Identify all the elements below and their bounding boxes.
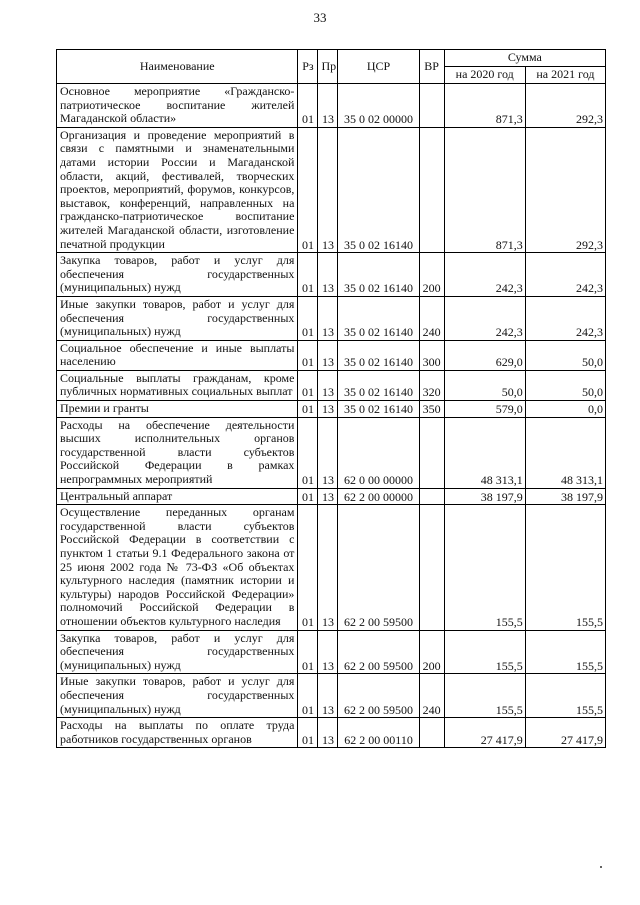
- header-sum: Сумма: [444, 50, 605, 67]
- cell-vr: [419, 84, 444, 128]
- cell-vr: [419, 127, 444, 252]
- cell-name: Закупка товаров, работ и услуг для обеспечения государственных (муниципальных) нужд: [57, 630, 298, 674]
- table-row: [57, 401, 606, 418]
- table-row: [57, 370, 606, 400]
- cell-name: Центральный аппарат: [57, 488, 298, 505]
- cell-sum-2021: 155,5: [525, 674, 605, 718]
- cell-pr: 13: [318, 630, 338, 674]
- cell-sum-2020: 48 313,1: [444, 417, 525, 488]
- cell-rz: 01: [298, 127, 318, 252]
- header-year-2020: на 2020 год: [444, 67, 525, 84]
- cell-rz: 01: [298, 370, 318, 400]
- cell-sum-2020: 155,5: [444, 630, 525, 674]
- cell-pr: 13: [318, 417, 338, 488]
- cell-pr: 13: [318, 488, 338, 505]
- cell-name: Иные закупки товаров, работ и услуг для обеспечения государственных (муниципальных) нужд: [57, 674, 298, 718]
- cell-csr: 35 0 02 16140: [338, 253, 419, 297]
- cell-sum-2020: 629,0: [444, 340, 525, 370]
- cell-sum-2020: 871,3: [444, 84, 525, 128]
- cell-sum-2021: 155,5: [525, 630, 605, 674]
- table-row: [57, 253, 606, 297]
- cell-sum-2021: 38 197,9: [525, 488, 605, 505]
- table-row: [57, 718, 606, 748]
- budget-table: [56, 49, 606, 748]
- table-row: [57, 505, 606, 630]
- cell-sum-2020: 242,3: [444, 296, 525, 340]
- cell-pr: 13: [318, 340, 338, 370]
- cell-vr: [419, 417, 444, 488]
- cell-sum-2020: 155,5: [444, 674, 525, 718]
- header-rz: Рз: [298, 50, 318, 84]
- cell-pr: 13: [318, 253, 338, 297]
- cell-sum-2021: 242,3: [525, 253, 605, 297]
- cell-name: Расходы на выплаты по оплате труда работников государственных органов: [57, 718, 298, 748]
- cell-sum-2021: 50,0: [525, 340, 605, 370]
- cell-vr: [419, 488, 444, 505]
- cell-rz: 01: [298, 253, 318, 297]
- cell-sum-2020: 50,0: [444, 370, 525, 400]
- cell-pr: 13: [318, 370, 338, 400]
- cell-sum-2020: 38 197,9: [444, 488, 525, 505]
- cell-sum-2020: 27 417,9: [444, 718, 525, 748]
- cell-rz: 01: [298, 630, 318, 674]
- cell-vr: [419, 718, 444, 748]
- table-row: [57, 674, 606, 718]
- table-row: [57, 84, 606, 128]
- table-row: [57, 127, 606, 252]
- cell-name: Основное мероприятие «Гражданско-патриотическое воспитание жителей Магаданской области»: [57, 84, 298, 128]
- cell-csr: 62 2 00 59500: [338, 505, 419, 630]
- cell-csr: 35 0 02 16140: [338, 296, 419, 340]
- cell-name: Социальные выплаты гражданам, кроме публичных нормативных социальных выплат: [57, 370, 298, 400]
- cell-pr: 13: [318, 401, 338, 418]
- cell-rz: 01: [298, 718, 318, 748]
- table-row: [57, 417, 606, 488]
- cell-vr: 200: [419, 253, 444, 297]
- cell-name: Расходы на обеспечение деятельности высших исполнительных органов государственной власти субъектов Российской Федерации в рамках непрограммных мероприятий: [57, 417, 298, 488]
- cell-pr: 13: [318, 505, 338, 630]
- cell-rz: 01: [298, 401, 318, 418]
- cell-sum-2021: 242,3: [525, 296, 605, 340]
- scan-speck: [600, 866, 602, 868]
- cell-pr: 13: [318, 84, 338, 128]
- cell-sum-2021: 50,0: [525, 370, 605, 400]
- cell-pr: 13: [318, 127, 338, 252]
- cell-vr: 200: [419, 630, 444, 674]
- table-row: [57, 630, 606, 674]
- cell-sum-2021: 27 417,9: [525, 718, 605, 748]
- header-name: Наименование: [57, 50, 298, 84]
- page-number: 33: [313, 10, 327, 25]
- cell-csr: 35 0 02 00000: [338, 84, 419, 128]
- header-csr: ЦСР: [338, 50, 419, 84]
- cell-sum-2020: 155,5: [444, 505, 525, 630]
- cell-csr: 35 0 02 16140: [338, 370, 419, 400]
- cell-csr: 35 0 02 16140: [338, 127, 419, 252]
- cell-csr: 35 0 02 16140: [338, 340, 419, 370]
- cell-csr: 35 0 02 16140: [338, 401, 419, 418]
- header-vr: ВР: [419, 50, 444, 84]
- cell-csr: 62 2 00 59500: [338, 630, 419, 674]
- cell-name: Закупка товаров, работ и услуг для обеспечения государственных (муниципальных) нужд: [57, 253, 298, 297]
- cell-sum-2021: 48 313,1: [525, 417, 605, 488]
- cell-vr: 240: [419, 296, 444, 340]
- header-year-2021: на 2021 год: [525, 67, 605, 84]
- cell-sum-2021: 0,0: [525, 401, 605, 418]
- cell-rz: 01: [298, 417, 318, 488]
- cell-csr: 62 0 00 00000: [338, 417, 419, 488]
- cell-vr: 300: [419, 340, 444, 370]
- cell-name: Социальное обеспечение и иные выплаты населению: [57, 340, 298, 370]
- cell-name: Организация и проведение мероприятий в связи с памятными и знаменательными датами истории России и Магаданской области, акций, фестивалей, творческих проектов, мероприятий, форумов, конкурсов, выставок, конференций, направленных на гражданско-патриотическое воспитание жителей Магаданской области, изготовление печатной продукции: [57, 127, 298, 252]
- cell-vr: 350: [419, 401, 444, 418]
- table-row: [57, 488, 606, 505]
- cell-sum-2021: 292,3: [525, 84, 605, 128]
- cell-name: Иные закупки товаров, работ и услуг для обеспечения государственных (муниципальных) нужд: [57, 296, 298, 340]
- cell-vr: 240: [419, 674, 444, 718]
- cell-rz: 01: [298, 674, 318, 718]
- cell-sum-2020: 579,0: [444, 401, 525, 418]
- cell-sum-2020: 242,3: [444, 253, 525, 297]
- cell-rz: 01: [298, 488, 318, 505]
- cell-sum-2021: 155,5: [525, 505, 605, 630]
- table-row: [57, 296, 606, 340]
- header-pr: Пр: [318, 50, 338, 84]
- cell-pr: 13: [318, 674, 338, 718]
- cell-sum-2020: 871,3: [444, 127, 525, 252]
- cell-csr: 62 2 00 00000: [338, 488, 419, 505]
- cell-csr: 62 2 00 59500: [338, 674, 419, 718]
- cell-name: Осуществление переданных органам государственной власти субъектов Российской Федерации в соответствии с пунктом 1 статьи 9.1 Федерального закона от 25 июня 2002 года № 73-ФЗ «Об объектах культурного наследия (памятник истории и культуры) народов Российской Федерации» полномочий Российской Федерации в отношении объектов культурного наследия: [57, 505, 298, 630]
- cell-vr: [419, 505, 444, 630]
- cell-pr: 13: [318, 718, 338, 748]
- cell-rz: 01: [298, 296, 318, 340]
- cell-name: Премии и гранты: [57, 401, 298, 418]
- table-row: [57, 340, 606, 370]
- cell-rz: 01: [298, 84, 318, 128]
- cell-rz: 01: [298, 340, 318, 370]
- cell-csr: 62 2 00 00110: [338, 718, 419, 748]
- cell-sum-2021: 292,3: [525, 127, 605, 252]
- cell-rz: 01: [298, 505, 318, 630]
- cell-pr: 13: [318, 296, 338, 340]
- cell-vr: 320: [419, 370, 444, 400]
